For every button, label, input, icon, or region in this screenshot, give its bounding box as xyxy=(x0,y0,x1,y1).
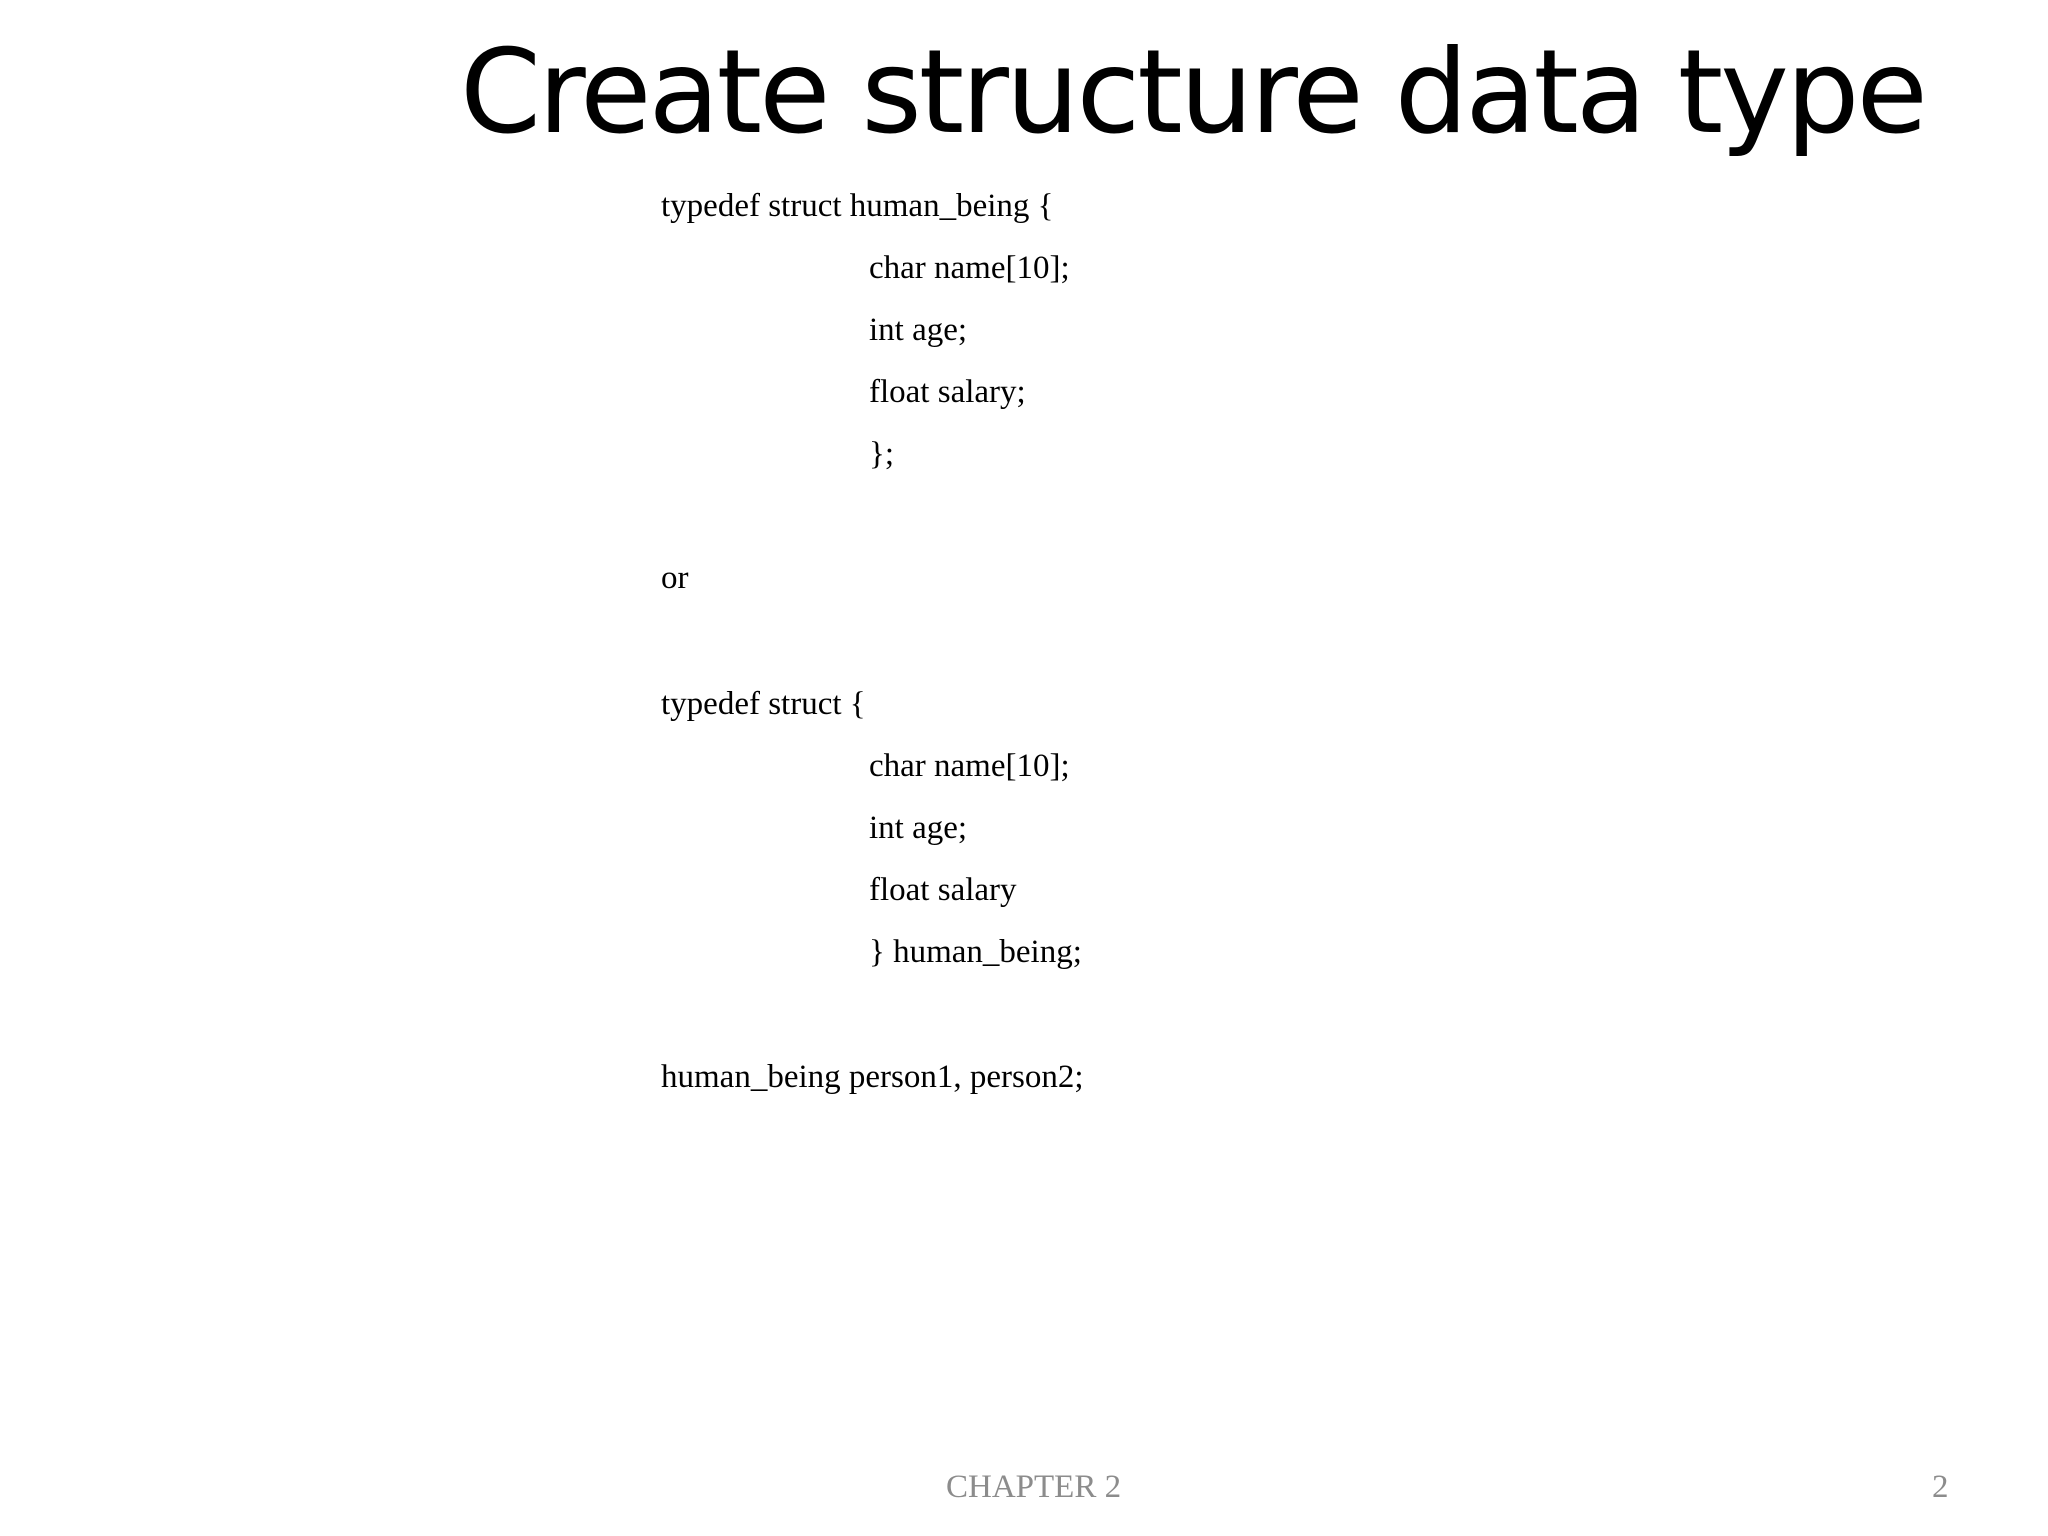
variable-declaration: human_being person1, person2; xyxy=(661,1059,1084,1095)
code-block-2-line-4: float salary xyxy=(869,872,1017,908)
code-block-1-line-2: char name[10]; xyxy=(869,250,1070,286)
separator-or: or xyxy=(661,560,689,596)
code-block-2-line-2: char name[10]; xyxy=(869,748,1070,784)
code-block-2-line-3: int age; xyxy=(869,810,968,846)
footer-chapter: CHAPTER 2 xyxy=(946,1469,1122,1505)
code-block-1-line-4: float salary; xyxy=(869,374,1026,410)
code-block-1-line-5: }; xyxy=(869,436,895,472)
slide-title: Create structure data type xyxy=(460,25,1925,160)
code-block-2-line-1: typedef struct { xyxy=(661,686,866,722)
footer-page-number: 2 xyxy=(1932,1469,1949,1505)
code-block-2-line-5: } human_being; xyxy=(869,934,1082,970)
code-block-1-line-3: int age; xyxy=(869,312,968,348)
code-block-1-line-1: typedef struct human_being { xyxy=(661,188,1054,224)
